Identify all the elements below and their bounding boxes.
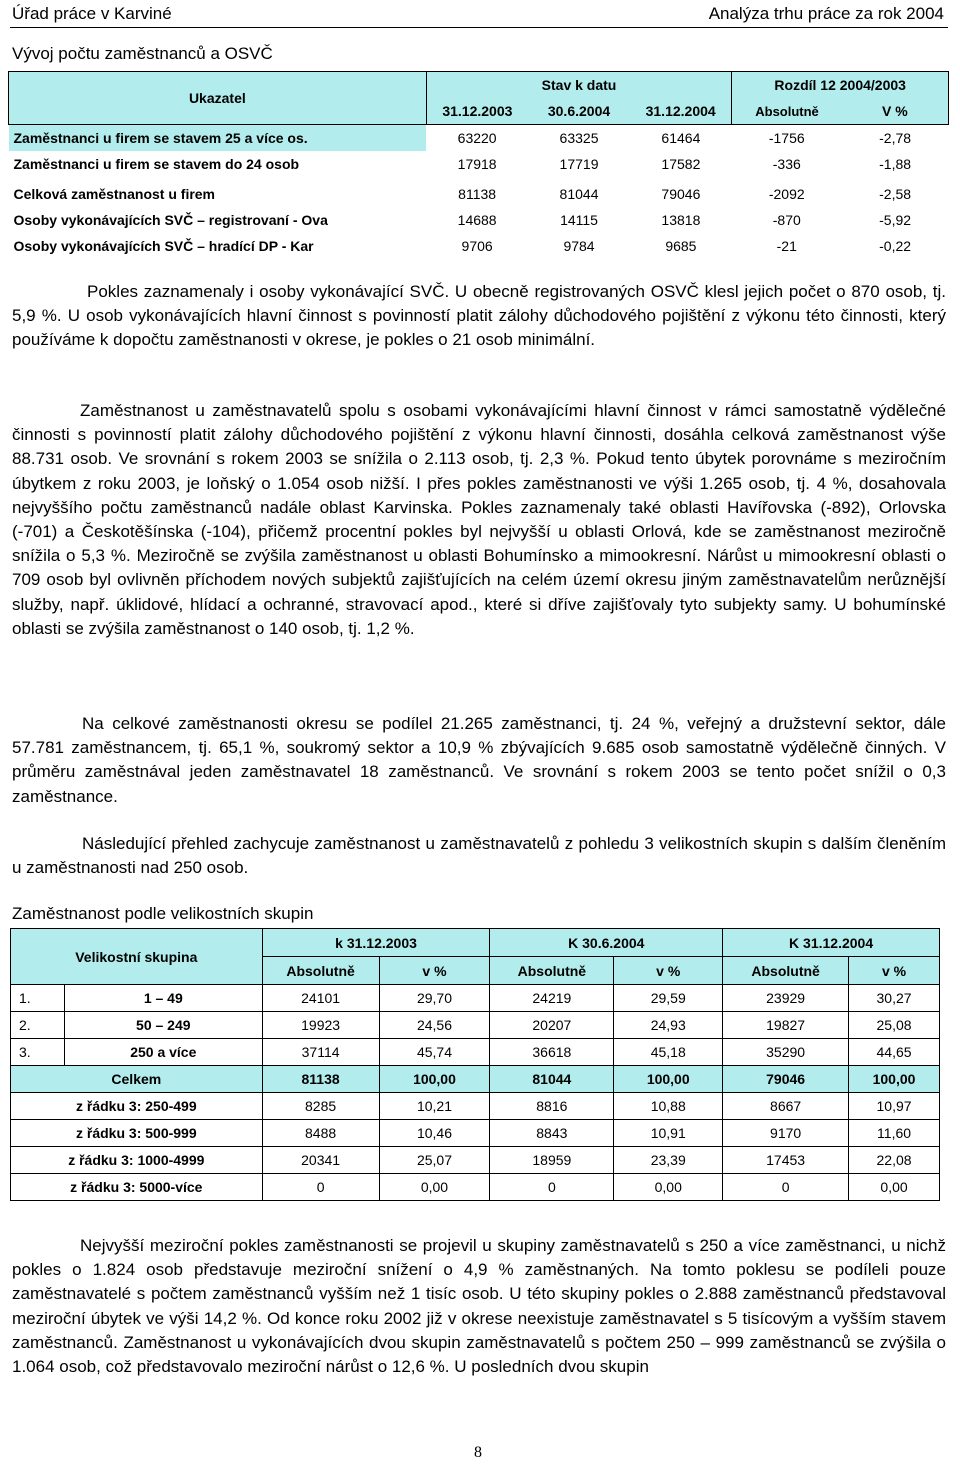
percent-header: v % — [614, 957, 723, 985]
row-number: 3. — [11, 1039, 65, 1066]
cell: 8816 — [490, 1093, 614, 1120]
paragraph: Zaměstnanost u zaměstnavatelů spolu s osobami vykonávajícími hlavní činnost v rámci samostatně výdělečné činnosti s povinností platit zálohy důchodového pojištění z výkonu hlavní činnosti, dosáhla celková zaměstnanost výše 88.731 osob. Ve srovnání s rokem 2003 se snížila o 2.113 osob, tj. 2,3 %. Pokud tento úbytek porovnáme s meziročním úbytkem z roku 2003, je loňský o 1.054 osob nižší. I přes pokles zaměstnanosti ve výši 1.265 osob, tj. 4 %, dosahovala nejvyššího počtu zaměstnanců nadále oblast Karvinska. Pokles zaznamenaly také oblasti Havířovska (-892), Orlovska (-701) a Českotěšínska (-104), přičemž procentní pokles byl nejvyšší u oblasti Orlová, kde se zaměstnanost meziročně snížila o 5,3 %. Meziročně se zvýšila zaměstnanost u oblasti Bohumínsko a mimookresní. Nárůst u mimookresní oblasti o 709 osob byl ovlivněn příchodem nových subjektů zajišťujících na celém území okresu jiným zaměstnavatelům nerůznější služby, např. úklidové, hlídací a ochranné, stravovací apod., které si dříve zajišťovaly tyto subjekty samy. U bohumínské oblasti se zvýšila zaměstnanost o 140 osob, tj. 1,2 %. — [12, 401, 946, 638]
cell: 45,74 — [379, 1039, 490, 1066]
cell: 37114 — [262, 1039, 379, 1066]
page-number: 8 — [474, 1444, 482, 1461]
cell: 8488 — [262, 1120, 379, 1147]
cell: 35290 — [723, 1039, 849, 1066]
page-header — [10, 3, 948, 28]
cell: 9784 — [563, 238, 595, 254]
row-label: 50 – 249 — [64, 1012, 262, 1039]
row-label: Celková zaměstnanost u firem — [13, 186, 216, 202]
row-label: Zaměstnanci u firem se stavem do 24 osob — [13, 156, 300, 172]
sub-row-label: z řádku 3: 5000-více — [11, 1174, 263, 1201]
cell: 63325 — [559, 130, 599, 146]
cell: 30,27 — [849, 985, 940, 1012]
row-number: 2. — [11, 1012, 65, 1039]
cell: 81044 — [490, 1066, 614, 1093]
cell: 23929 — [723, 985, 849, 1012]
date-header: K 30.6.2004 — [490, 929, 723, 957]
cell: 20341 — [262, 1147, 379, 1174]
cell: 81044 — [559, 186, 599, 202]
cell: 29,70 — [379, 985, 490, 1012]
date-header: 30.6.2004 — [528, 98, 630, 125]
cell: 29,59 — [614, 985, 723, 1012]
cell: 0,00 — [614, 1174, 723, 1201]
cell: -1,88 — [879, 156, 912, 172]
size-group-header: Velikostní skupina — [11, 929, 263, 985]
total-label: Celkem — [11, 1066, 263, 1093]
cell: -2,78 — [879, 130, 912, 146]
cell: 8667 — [723, 1093, 849, 1120]
cell: 17719 — [559, 156, 599, 172]
cell: 20207 — [490, 1012, 614, 1039]
table-row — [9, 181, 949, 207]
cell: 25,07 — [379, 1147, 490, 1174]
cell: -0,22 — [879, 238, 912, 254]
difference-header: Rozdíl 12 2004/2003 — [732, 72, 949, 99]
cell: -336 — [772, 156, 801, 172]
cell: 24,93 — [614, 1012, 723, 1039]
cell: 0 — [262, 1174, 379, 1201]
table-row — [9, 207, 949, 233]
cell: 81138 — [262, 1066, 379, 1093]
total-row — [11, 1066, 940, 1093]
sub-row — [11, 1093, 940, 1120]
cell: 44,65 — [849, 1039, 940, 1066]
table-row — [9, 233, 949, 259]
sub-row-label: z řádku 3: 250-499 — [11, 1093, 263, 1120]
sub-row-label: z řádku 3: 1000-4999 — [11, 1147, 263, 1174]
paragraph: Nejvyšší meziroční pokles zaměstnanosti se projevil u skupiny zaměstnavatelů s 250 a více zaměstnanci, u nichž pokles o 1.824 osob představuje meziroční snížení o 4,9 % zaměstnaných. Na tomto poklesu se podíleli pouze zaměstnavatelé s počtem zaměstnanců vyšším než 1 tisíc osob. U této skupiny pokles o 2.888 zaměstnanců představoval meziroční úbytek ve výši 14,2 %. Od konce roku 2002 již v okrese neexistuje zaměstnavatel s 5 tisícovým a vyšším stavem zaměstnanců. Zaměstnanost u vykonávajících dvou skupin zaměstnavatelů s počtem 250 – 999 zaměstnanců se zvýšila o 1.064 osob, což představovalo meziroční nárůst o 12,6 %. U posledních dvou skupin — [12, 1236, 946, 1377]
cell: -870 — [772, 212, 801, 228]
absolute-header: Absolutně — [490, 957, 614, 985]
cell: 24219 — [490, 985, 614, 1012]
sub-row — [11, 1174, 940, 1201]
cell: 63220 — [457, 130, 497, 146]
section-title-employment-trend: Vývoj počtu zaměstnanců a OSVČ — [12, 44, 273, 63]
cell: 100,00 — [379, 1066, 490, 1093]
percent-header: V % — [842, 98, 949, 125]
table-row — [11, 985, 940, 1012]
cell: 45,18 — [614, 1039, 723, 1066]
cell: -1756 — [768, 130, 805, 146]
cell: 8285 — [262, 1093, 379, 1120]
cell: 13818 — [661, 212, 701, 228]
cell: 24101 — [262, 985, 379, 1012]
percent-header: v % — [379, 957, 490, 985]
cell: 10,46 — [379, 1120, 490, 1147]
cell: 100,00 — [614, 1066, 723, 1093]
cell: 14115 — [560, 212, 598, 228]
row-label: Osoby vykonávajících SVČ – hradící DP - Kar — [13, 238, 314, 254]
date-header: K 31.12.2004 — [723, 929, 940, 957]
sub-row — [11, 1120, 940, 1147]
cell: 24,56 — [379, 1012, 490, 1039]
cell: 36618 — [490, 1039, 614, 1066]
cell: 79046 — [723, 1066, 849, 1093]
cell: 25,08 — [849, 1012, 940, 1039]
absolute-header: Absolutně — [732, 98, 842, 125]
cell: -2,58 — [879, 186, 912, 202]
cell: 9706 — [461, 238, 493, 254]
date-header: 31.12.2004 — [630, 98, 732, 125]
cell: 79046 — [661, 186, 701, 202]
cell: 100,00 — [849, 1066, 940, 1093]
table-row — [9, 125, 949, 152]
table-row — [11, 1039, 940, 1066]
cell: 23,39 — [614, 1147, 723, 1174]
cell: 81138 — [458, 186, 497, 202]
cell: 9685 — [665, 238, 697, 254]
sub-row — [11, 1147, 940, 1174]
date-header: k 31.12.2003 — [262, 929, 490, 957]
cell: 10,97 — [849, 1093, 940, 1120]
row-label: Zaměstnanci u firem se stavem 25 a více os. — [9, 125, 427, 152]
indicator-header: Ukazatel — [9, 72, 427, 125]
sub-row-label: z řádku 3: 500-999 — [11, 1120, 263, 1147]
cell: 10,21 — [379, 1093, 490, 1120]
cell: 18959 — [490, 1147, 614, 1174]
paragraph: Následující přehled zachycuje zaměstnanost u zaměstnavatelů z pohledu 3 velikostních skupin s dalším členěním u zaměstnanosti nad 250 osob. — [12, 834, 946, 878]
row-label: Osoby vykonávajících SVČ – registrovaní - Ova — [13, 212, 328, 228]
cell: -2092 — [768, 186, 805, 202]
header-report-title: Analýza trhu práce za rok 2004 — [708, 4, 944, 23]
header-office: Úřad práce v Karviné — [12, 4, 172, 23]
cell: 19923 — [262, 1012, 379, 1039]
cell: -21 — [776, 238, 797, 254]
paragraph: Pokles zaznamenaly i osoby vykonávající SVČ. U obecně registrovaných OSVČ klesl jejich počet o 870 osob, tj. 5,9 %. U osob vykonávajících hlavní činnost s povinností platit zálohy důchodového pojištění z výkonu této činnosti, který používáme k dopočtu zaměstnanosti v okrese, je pokles o 21 osob minimální. — [12, 282, 946, 350]
row-number: 1. — [11, 985, 65, 1012]
table-row — [9, 151, 949, 177]
absolute-header: Absolutně — [723, 957, 849, 985]
cell: 22,08 — [849, 1147, 940, 1174]
paragraph: Na celkové zaměstnanosti okresu se podílel 21.265 zaměstnanci, tj. 24 %, veřejný a družstevní sektor, dále 57.781 zaměstnancem, tj. 65,1 %, soukromý sektor a 10,9 % zbývajících 9.685 osob samostatně výdělečně činných. V průměru zaměstnával jeden zaměstnavatel 18 zaměstnanců. Ve srovnání s rokem 2003 se tento počet snížil o 0,3 zaměstnance. — [12, 714, 946, 806]
state-date-header: Stav k datu — [426, 72, 732, 99]
cell: 61464 — [661, 130, 701, 146]
cell: 17582 — [661, 156, 701, 172]
section-title-size-groups: Zaměstnanost podle velikostních skupin — [12, 904, 314, 923]
row-label: 250 a více — [64, 1039, 262, 1066]
cell: 8843 — [490, 1120, 614, 1147]
cell: 0 — [490, 1174, 614, 1201]
cell: 11,60 — [849, 1120, 940, 1147]
cell: -5,92 — [879, 212, 912, 228]
cell: 0 — [723, 1174, 849, 1201]
table-row — [11, 1012, 940, 1039]
cell: 17453 — [723, 1147, 849, 1174]
cell: 10,91 — [614, 1120, 723, 1147]
size-groups-table — [10, 928, 940, 1201]
row-label: 1 – 49 — [64, 985, 262, 1012]
percent-header: v % — [849, 957, 940, 985]
cell: 19827 — [723, 1012, 849, 1039]
cell: 10,88 — [614, 1093, 723, 1120]
cell: 0,00 — [849, 1174, 940, 1201]
absolute-header: Absolutně — [262, 957, 379, 985]
cell: 17918 — [457, 156, 497, 172]
cell: 9170 — [723, 1120, 849, 1147]
cell: 14688 — [457, 212, 497, 228]
cell: 0,00 — [379, 1174, 490, 1201]
employment-trend-table — [8, 71, 949, 259]
date-header: 31.12.2003 — [426, 98, 528, 125]
